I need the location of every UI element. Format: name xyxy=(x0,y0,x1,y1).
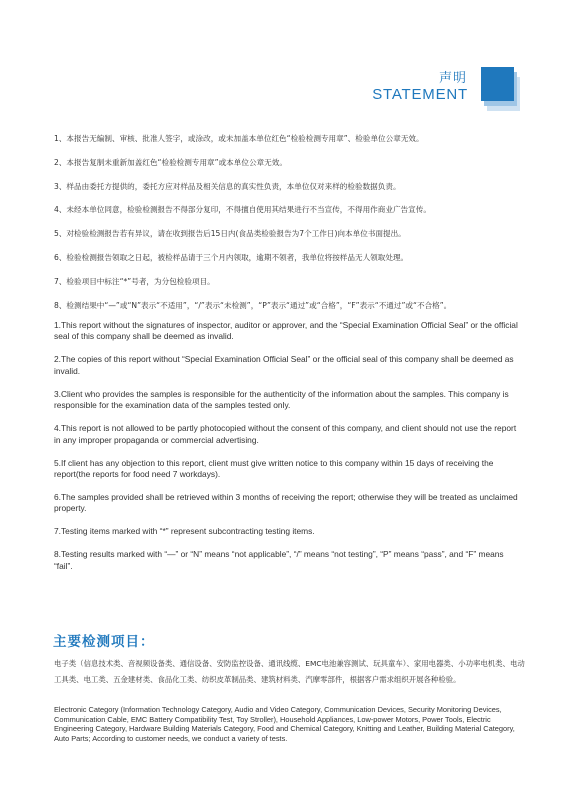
statement-en-7: 7.Testing items marked with “*” represent subcontracting testing items. xyxy=(54,526,315,537)
statement-cn-6: 6、检验检测报告领取之日起，被检样品请于三个月内领取，逾期不领者，我单位将按样品无人领取处理。 xyxy=(54,252,409,262)
statement-cn-8: 8、检测结果中“—”或“N”表示“不适用”，“/”表示“未检测”，“P”表示“通过”或“合格”，“F”表示“不通过”或“不合格”。 xyxy=(54,300,452,310)
statement-en-1: 1.This report without the signatures of inspector, auditor or approver, and the “Special Examination Official Seal” or the official seal of this company shall be deemed as invalid. xyxy=(54,320,518,342)
statement-cn-7: 7、检验项目中标注“*”号者，为分包检验项目。 xyxy=(54,276,215,286)
statement-header xyxy=(0,0,565,120)
scope-title: 主要检测项目： xyxy=(53,634,155,650)
statement-en-8: 8.Testing results marked with “—” or “N” means “not applicable”, “/” means “not testing”, “P” means “pass”, and “F” means “fail”. xyxy=(54,549,504,571)
statement-cn-4: 4、未经本单位同意，检验检测报告不得部分复印，不得擅自使用其结果进行不当宣传，不得用作商业广告宣传。 xyxy=(54,205,431,215)
statement-en-4: 4.This report is not allowed to be partly photocopied without the consent of this company, and client should not use the report in any improper propaganda or commercial advertising. xyxy=(54,423,517,445)
scope-english: Electronic Category (Information Technology Category, Audio and Video Category, Communication Devices, Security Monitoring Devices, Communication Cable, EMC Battery Compatibility Test, Toy Stroller), Household Appliances, Low-power Motors, Power Tools, Electric Engineering Category, Hardware Building Materials Category, Food and Chemical Category, Knitting and Leather, Building Material Category, Auto Parts; According to customer needs, we conduct a variety of tests. xyxy=(54,705,515,743)
statement-cn-5: 5、对检验检测报告若有异议，请在收到报告后15日内(食品类检验报告为7个工作日)向本单位书面提出。 xyxy=(54,229,406,239)
title-english: STATEMENT xyxy=(372,86,468,103)
statement-en-6: 6.The samples provided shall be retrieved within 3 months of receiving the report; otherwise they will be treated as unclaimed property. xyxy=(54,492,518,514)
statements-english xyxy=(54,320,524,584)
stacked-blue-squares-icon xyxy=(481,67,520,111)
statement-cn-3: 3、样品由委托方提供的，委托方应对样品及相关信息的真实性负责，本单位仅对来样的检验数据负责。 xyxy=(54,181,401,191)
scope-chinese: 电子类（信息技术类、音视频设备类、通信设备、安防监控设备、通讯线缆、EMC电池兼容测试、玩具童车）、家用电器类、小功率电机类、电动工具类、电工类、五金建材类、食品化工类、纺织皮革制品类、建筑材料类、汽摩零部件，根据客户需求组织开展各种检验。 xyxy=(54,659,525,684)
statement-en-2: 2.The copies of this report without “Special Examination Official Seal” or the official seal of this company shall be deemed as invalid. xyxy=(54,354,514,376)
title-chinese: 声明 xyxy=(438,71,467,86)
statement-cn-2: 2、本报告复制未重新加盖红色“检验检测专用章”或本单位公章无效。 xyxy=(54,157,287,167)
statements-chinese xyxy=(54,133,524,319)
statement-en-3: 3.Client who provides the samples is responsible for the authenticity of the information about the samples. This company is responsible for the examination data of the samples tested only. xyxy=(54,388,509,411)
statement-cn-1: 1、本报告无编制、审核、批准人签字，或涂改，或未加盖本单位红色“检验检测专用章”、检验单位公章无效。 xyxy=(54,134,424,143)
statement-en-5: 5.If client has any objection to this report, client must give written notice to this company within 15 days of receiving the report(the reports for food need 7 workdays). xyxy=(54,457,494,480)
